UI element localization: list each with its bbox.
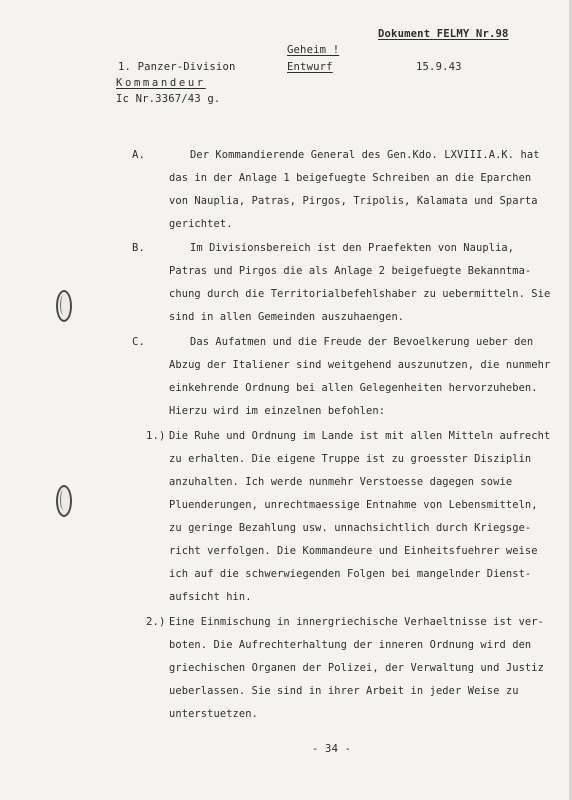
- punch-hole-lower: [56, 485, 72, 517]
- issuing-unit: 1. Panzer-Division: [118, 61, 236, 73]
- paragraph-line: von Nauplia, Patras, Pirgos, Tripolis, Kalamata und Sparta: [169, 195, 538, 207]
- list-item-line: anzuhalten. Ich werde nunmehr Verstoesse dagegen sowie: [169, 476, 513, 488]
- list-item-line: griechischen Organen der Polizei, der Verwaltung und Justiz: [169, 662, 544, 674]
- issuing-command: Kommandeur: [116, 77, 206, 89]
- paragraph-line: Im Divisionsbereich ist den Praefekten von Nauplia,: [190, 242, 515, 254]
- list-item-line: ueberlassen. Sie sind in ihrer Arbeit in jeder Weise zu: [169, 685, 519, 697]
- page-number: - 34 -: [312, 743, 352, 755]
- list-item-line: ich auf die schwerwiegenden Folgen bei mangelnder Dienst-: [169, 568, 532, 580]
- paragraph-line: Hierzu wird im einzelnen befohlen:: [169, 405, 386, 417]
- list-item-marker: 2.): [146, 616, 166, 628]
- paragraph-line: das in der Anlage 1 beigefuegte Schreiben an die Eparchen: [169, 172, 532, 184]
- paragraph-marker: A.: [132, 149, 146, 161]
- list-item-line: unterstuetzen.: [169, 708, 258, 720]
- list-item-line: Pluenderungen, unrechtmaessige Entnahme von Lebensmitteln,: [169, 499, 538, 511]
- paragraph-marker: B.: [132, 242, 146, 254]
- paragraph-line: sind in allen Gemeinden auszuhaengen.: [169, 311, 405, 323]
- paragraph-line: Der Kommandierende General des Gen.Kdo. LXVIII.A.K. hat: [190, 149, 540, 161]
- list-item-line: boten. Die Aufrechterhaltung der inneren Ordnung wird den: [169, 639, 532, 651]
- paragraph-marker: C.: [132, 336, 146, 348]
- paragraph-line: Abzug der Italiener sind weitgehend auszunutzen, die nunmehr: [169, 359, 551, 371]
- list-item-line: zu erhalten. Die eigene Truppe ist zu groesster Disziplin: [169, 453, 532, 465]
- list-item-line: aufsicht hin.: [169, 591, 252, 603]
- document-date: 15.9.43: [416, 61, 462, 73]
- paragraph-line: einkehrende Ordnung bei allen Gelegenheiten hervorzuheben.: [169, 382, 538, 394]
- paragraph-line: gerichtet.: [169, 218, 233, 230]
- list-item-line: zu geringe Bezahlung usw. unnachsichtlich durch Kriegsge-: [169, 522, 532, 534]
- document-reference: Dokument FELMY Nr.98: [378, 28, 509, 40]
- file-number: Ic Nr.3367/43 g.: [116, 93, 221, 105]
- classification-stamp: Geheim !: [287, 44, 340, 56]
- paragraph-line: Patras und Pirgos die als Anlage 2 beigefuegte Bekanntma-: [169, 265, 532, 277]
- list-item-line: richt verfolgen. Die Kommandeure und Einheitsfuehrer weise: [169, 545, 538, 557]
- list-item-line: Die Ruhe und Ordnung im Lande ist mit allen Mitteln aufrecht: [169, 430, 551, 442]
- punch-hole-upper: [56, 290, 72, 322]
- list-item-marker: 1.): [146, 430, 166, 442]
- list-item-line: Eine Einmischung in innergriechische Verhaeltnisse ist ver-: [169, 616, 544, 628]
- paragraph-line: chung durch die Territorialbefehlshaber zu uebermitteln. Sie: [169, 288, 551, 300]
- paragraph-line: Das Aufatmen und die Freude der Bevoelkerung ueber den: [190, 336, 534, 348]
- draft-label: Entwurf: [287, 61, 333, 73]
